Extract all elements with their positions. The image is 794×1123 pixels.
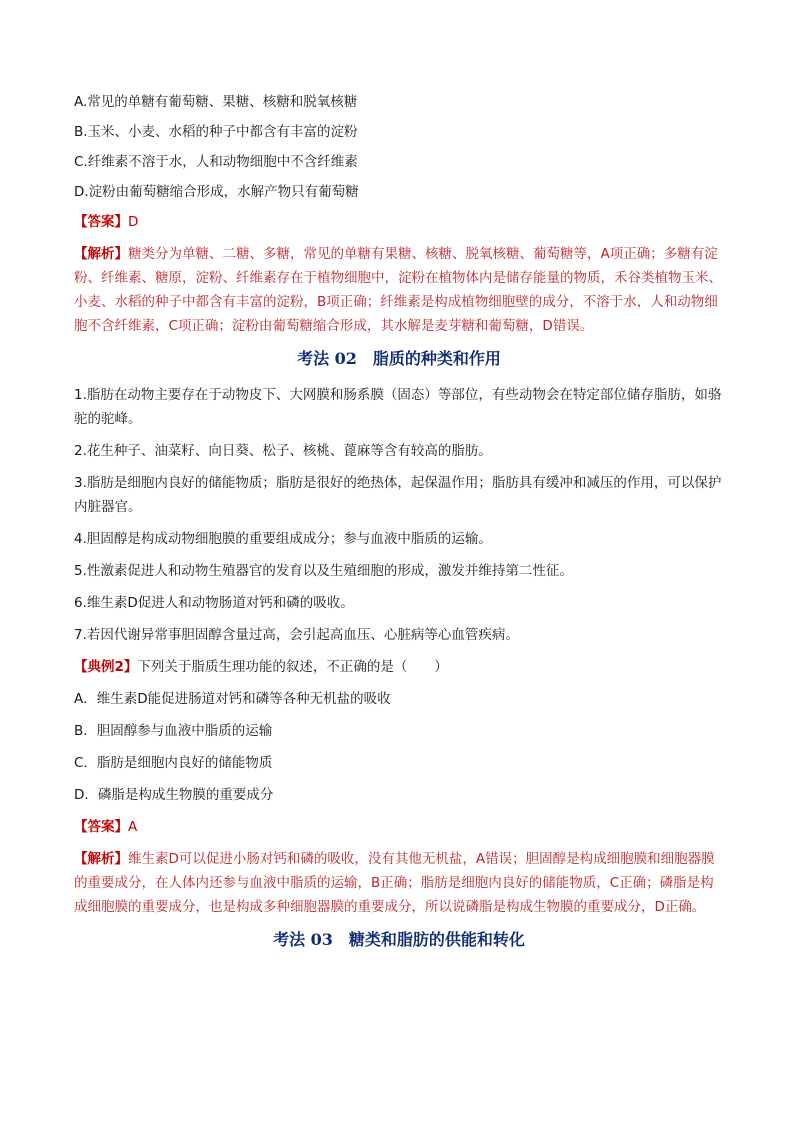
q2-answer <box>74 815 724 839</box>
section-label: 考法 02 <box>297 349 357 368</box>
q2-option-d: D．磷脂是构成生物膜的重要成分 <box>74 787 274 803</box>
q1-option-d: D.淀粉由葡萄糖缩合形成，水解产物只有葡萄糖 <box>74 184 359 200</box>
q2-option-a: A．维生素D能促进肠道对钙和磷等各种无机盐的吸收 <box>74 691 391 707</box>
example-tag: 【典例2】 <box>74 659 138 675</box>
point-5: 5.性激素促进人和动物生殖器官的发育以及生殖细胞的形成，激发并维持第二性征。 <box>74 563 573 579</box>
point-4: 4.胆固醇是构成动物细胞膜的重要组成成分；参与血液中脂质的运输。 <box>74 531 492 547</box>
answer-value: A <box>128 819 138 835</box>
point-2: 2.花生种子、油菜籽、向日葵、松子、核桃、蓖麻等含有较高的脂肪。 <box>74 443 492 459</box>
q2-analysis <box>74 847 724 919</box>
section-title: 脂质的种类和作用 <box>372 349 501 368</box>
q1-option-a: A.常见的单糖有葡萄糖、果糖、核糖和脱氧核糖 <box>74 94 358 110</box>
q1-option-b: B.玉米、小麦、水稻的种子中都含有丰富的淀粉 <box>74 124 358 140</box>
q2-option-c: C．脂肪是细胞内良好的储能物质 <box>74 755 273 771</box>
answer-tag: 【答案】 <box>74 819 128 835</box>
q2-option-b: B．胆固醇参与血液中脂质的运输 <box>74 723 273 739</box>
document-content <box>74 92 724 964</box>
section-title: 糖类和脂肪的供能和转化 <box>348 930 525 949</box>
q1-option-c: C.纤维素不溶于水，人和动物细胞中不含纤维素 <box>74 154 358 170</box>
answer-value: D <box>128 214 139 230</box>
q2-stem <box>74 655 724 679</box>
q2-stem-text: 下列关于脂质生理功能的叙述，不正确的是（ ） <box>137 659 448 675</box>
point-1: 1.脂肪在动物主要存在于动物皮下、大网膜和肠系膜（固态）等部位，有些动物会在特定部位储存脂肪，如骆驼的驼峰。 <box>74 387 722 427</box>
q1-answer <box>74 212 724 232</box>
q1-analysis <box>74 242 724 338</box>
section-heading-02 <box>74 346 724 369</box>
answer-tag: 【答案】 <box>74 214 128 230</box>
section-label: 考法 03 <box>273 930 333 949</box>
point-6: 6.维生素D促进人和动物肠道对钙和磷的吸收。 <box>74 595 354 611</box>
analysis-tag: 【解析】 <box>74 246 128 262</box>
analysis-tag: 【解析】 <box>74 851 128 867</box>
analysis-text: 糖类分为单糖、二糖、多糖，常见的单糖有果糖、核糖、脱氧核糖、葡萄糖等，A项正确；多糖有淀粉、纤维素、糖原，淀粉、纤维素存在于植物细胞中，淀粉在植物体内是储存能量的物质，禾谷类植物玉米、小麦、水稻的种子中都含有丰富的淀粉，B项正确；纤维素是构成植物细胞壁的成分，不溶于水，人和动物细胞不含纤维素，C项正确；淀粉由葡萄糖缩合形成，其水解是麦芽糖和葡萄糖，D错误。 <box>74 246 722 334</box>
analysis-text: 维生素D可以促进小肠对钙和磷的吸收，没有其他无机盐，A错误；胆固醇是构成细胞膜和细胞器膜的重要成分，在人体内还参与血液中脂质的运输，B正确；脂肪是细胞内良好的储能物质，C正确；磷脂是构成细胞膜的重要成分，也是构成多种细胞器膜的重要成分，所以说磷脂是构成生物膜的重要成分，D正确。 <box>74 851 715 915</box>
point-7: 7.若因代谢异常事胆固醇含量过高，会引起高血压、心脏病等心血管疾病。 <box>74 627 519 643</box>
point-3: 3.脂肪是细胞内良好的储能物质；脂肪是很好的绝热体，起保温作用；脂肪具有缓冲和减压的作用，可以保护内脏器官。 <box>74 475 722 515</box>
section-heading-03 <box>74 927 724 950</box>
